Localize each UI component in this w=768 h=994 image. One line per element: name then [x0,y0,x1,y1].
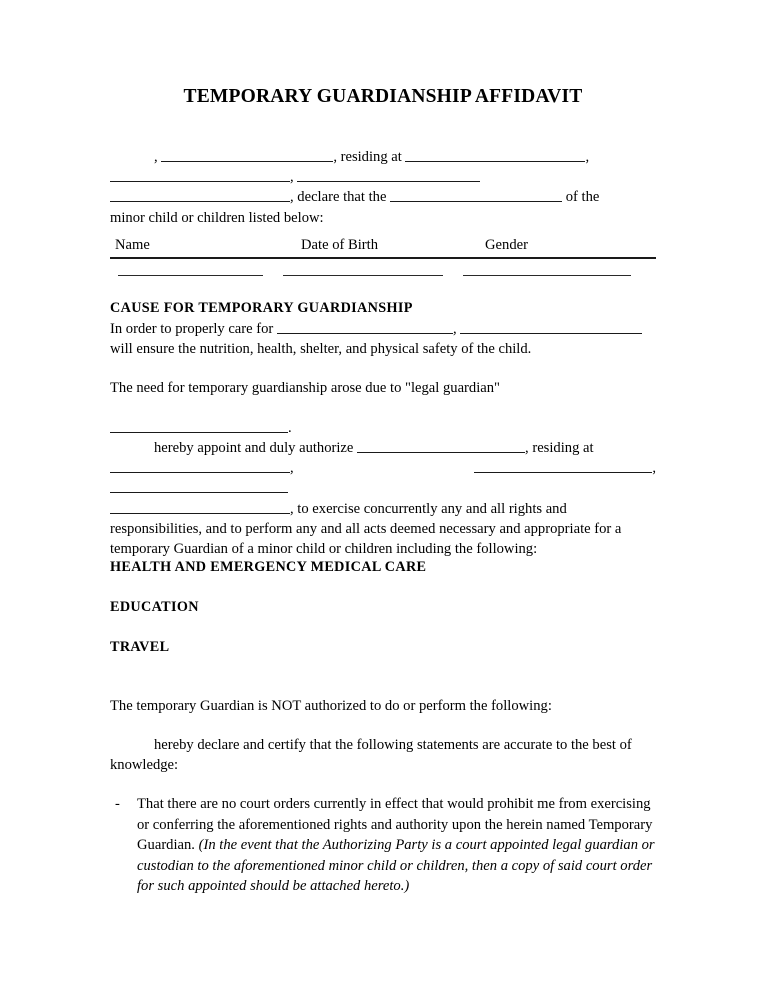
date-of-birth-blank-line[interactable] [283,275,443,276]
not-authorized-paragraph [110,696,656,716]
bullet-dash-icon: - [115,796,120,812]
intro-address-blank-3[interactable] [297,169,480,182]
section-heading-travel: TRAVEL [110,639,170,655]
statement-plain-text: That there are no court orders currently in effect that would prohibit me from exercising or conferring the aforementioned rights and authority upon the herein named Temporary Guardian. [137,796,653,854]
intro-trailing-comma: , [585,149,590,165]
appoint-address-blank-3[interactable] [110,480,288,493]
intro-lead-comma: , [154,149,158,165]
appoint-address-blank-2[interactable] [474,460,652,473]
appoint-line1-prefix: hereby appoint and duly authorize [154,440,354,456]
section-heading-education: EDUCATION [110,599,199,615]
column-header-date-of-birth: Date of Birth [301,237,379,253]
gender-blank-line[interactable] [463,275,631,276]
column-header-gender: Gender [485,237,528,253]
intro-name-blank[interactable] [161,149,333,162]
appoint-guardian-name-blank[interactable] [357,440,525,453]
intro-address-blank-2[interactable] [110,169,290,182]
cause-line1-comma: , [452,321,457,337]
table-header-rule [110,257,656,259]
not-authorized-line: The temporary Guardian is NOT authorized to do or perform the following: [110,698,552,714]
cause-child-blank[interactable] [277,321,453,334]
appoint-line2-comma-b: , [652,460,656,477]
intro-relationship-blank[interactable] [390,189,562,202]
column-header-name: Name [115,237,150,253]
need-line: The need for temporary guardianship arose due to "legal guardian" [110,380,500,396]
cell-date-of-birth[interactable] [283,275,443,276]
appoint-paragraph [110,438,656,559]
need-period: . [288,420,292,437]
intro-paragraph [110,147,656,228]
intro-of-the: of the [565,189,600,206]
page-title: TEMPORARY GUARDIANSHIP AFFIDAVIT [183,86,583,107]
declaration-line2: knowledge: [110,757,179,774]
appoint-address-blank-4[interactable] [110,500,290,513]
appoint-address-blank-1[interactable] [110,460,290,473]
statement-text [137,794,656,897]
cause-guardian-blank[interactable] [460,321,642,334]
cell-gender[interactable] [463,275,631,276]
intro-residing-at: , residing at [333,149,402,165]
section-heading-health-emergency-medical-care: HEALTH AND EMERGENCY MEDICAL CARE [110,559,427,575]
appoint-line5: temporary Guardian of a minor child or children including the following: [110,541,538,558]
intro-comma-mid: , [290,169,294,186]
need-reason-blank[interactable] [110,420,288,433]
need-paragraph [110,378,656,439]
name-blank-line[interactable] [118,275,263,276]
intro-minor-child-line: minor child or children listed below: [110,209,324,226]
cause-line2: will ensure the nutrition, health, shelter, and physical safety of the child. [110,341,532,358]
cell-name[interactable] [118,275,263,276]
list-item [110,794,656,897]
cause-line1-prefix: In order to properly care for [110,321,274,337]
statement-italic-note: (In the event that the Authorizing Party is a court appointed legal guardian or custodian to the aforementioned minor child or children, then a copy of said court order for such appointed should be attached hereto.) [137,837,655,895]
declaration-line1: hereby declare and certify that the following statements are accurate to the best of [154,737,632,753]
cause-paragraph [110,319,656,359]
table-header-row [110,236,656,255]
declaration-paragraph [110,735,656,775]
table-row [110,275,656,276]
section-heading-cause: CAUSE FOR TEMPORARY GUARDIANSHIP [110,300,413,316]
appoint-line4: responsibilities, and to perform any and all acts deemed necessary and appropriate for a [110,520,622,537]
intro-declare-that-the: , declare that the [290,189,387,206]
children-table [110,236,656,276]
appoint-line2-comma-a: , [290,460,294,477]
intro-address-blank-1[interactable] [405,149,585,162]
appoint-line3-suffix: , to exercise concurrently any and all rights and [290,500,567,517]
appoint-line1-suffix: , residing at [525,440,594,456]
intro-address-blank-4[interactable] [110,189,290,202]
